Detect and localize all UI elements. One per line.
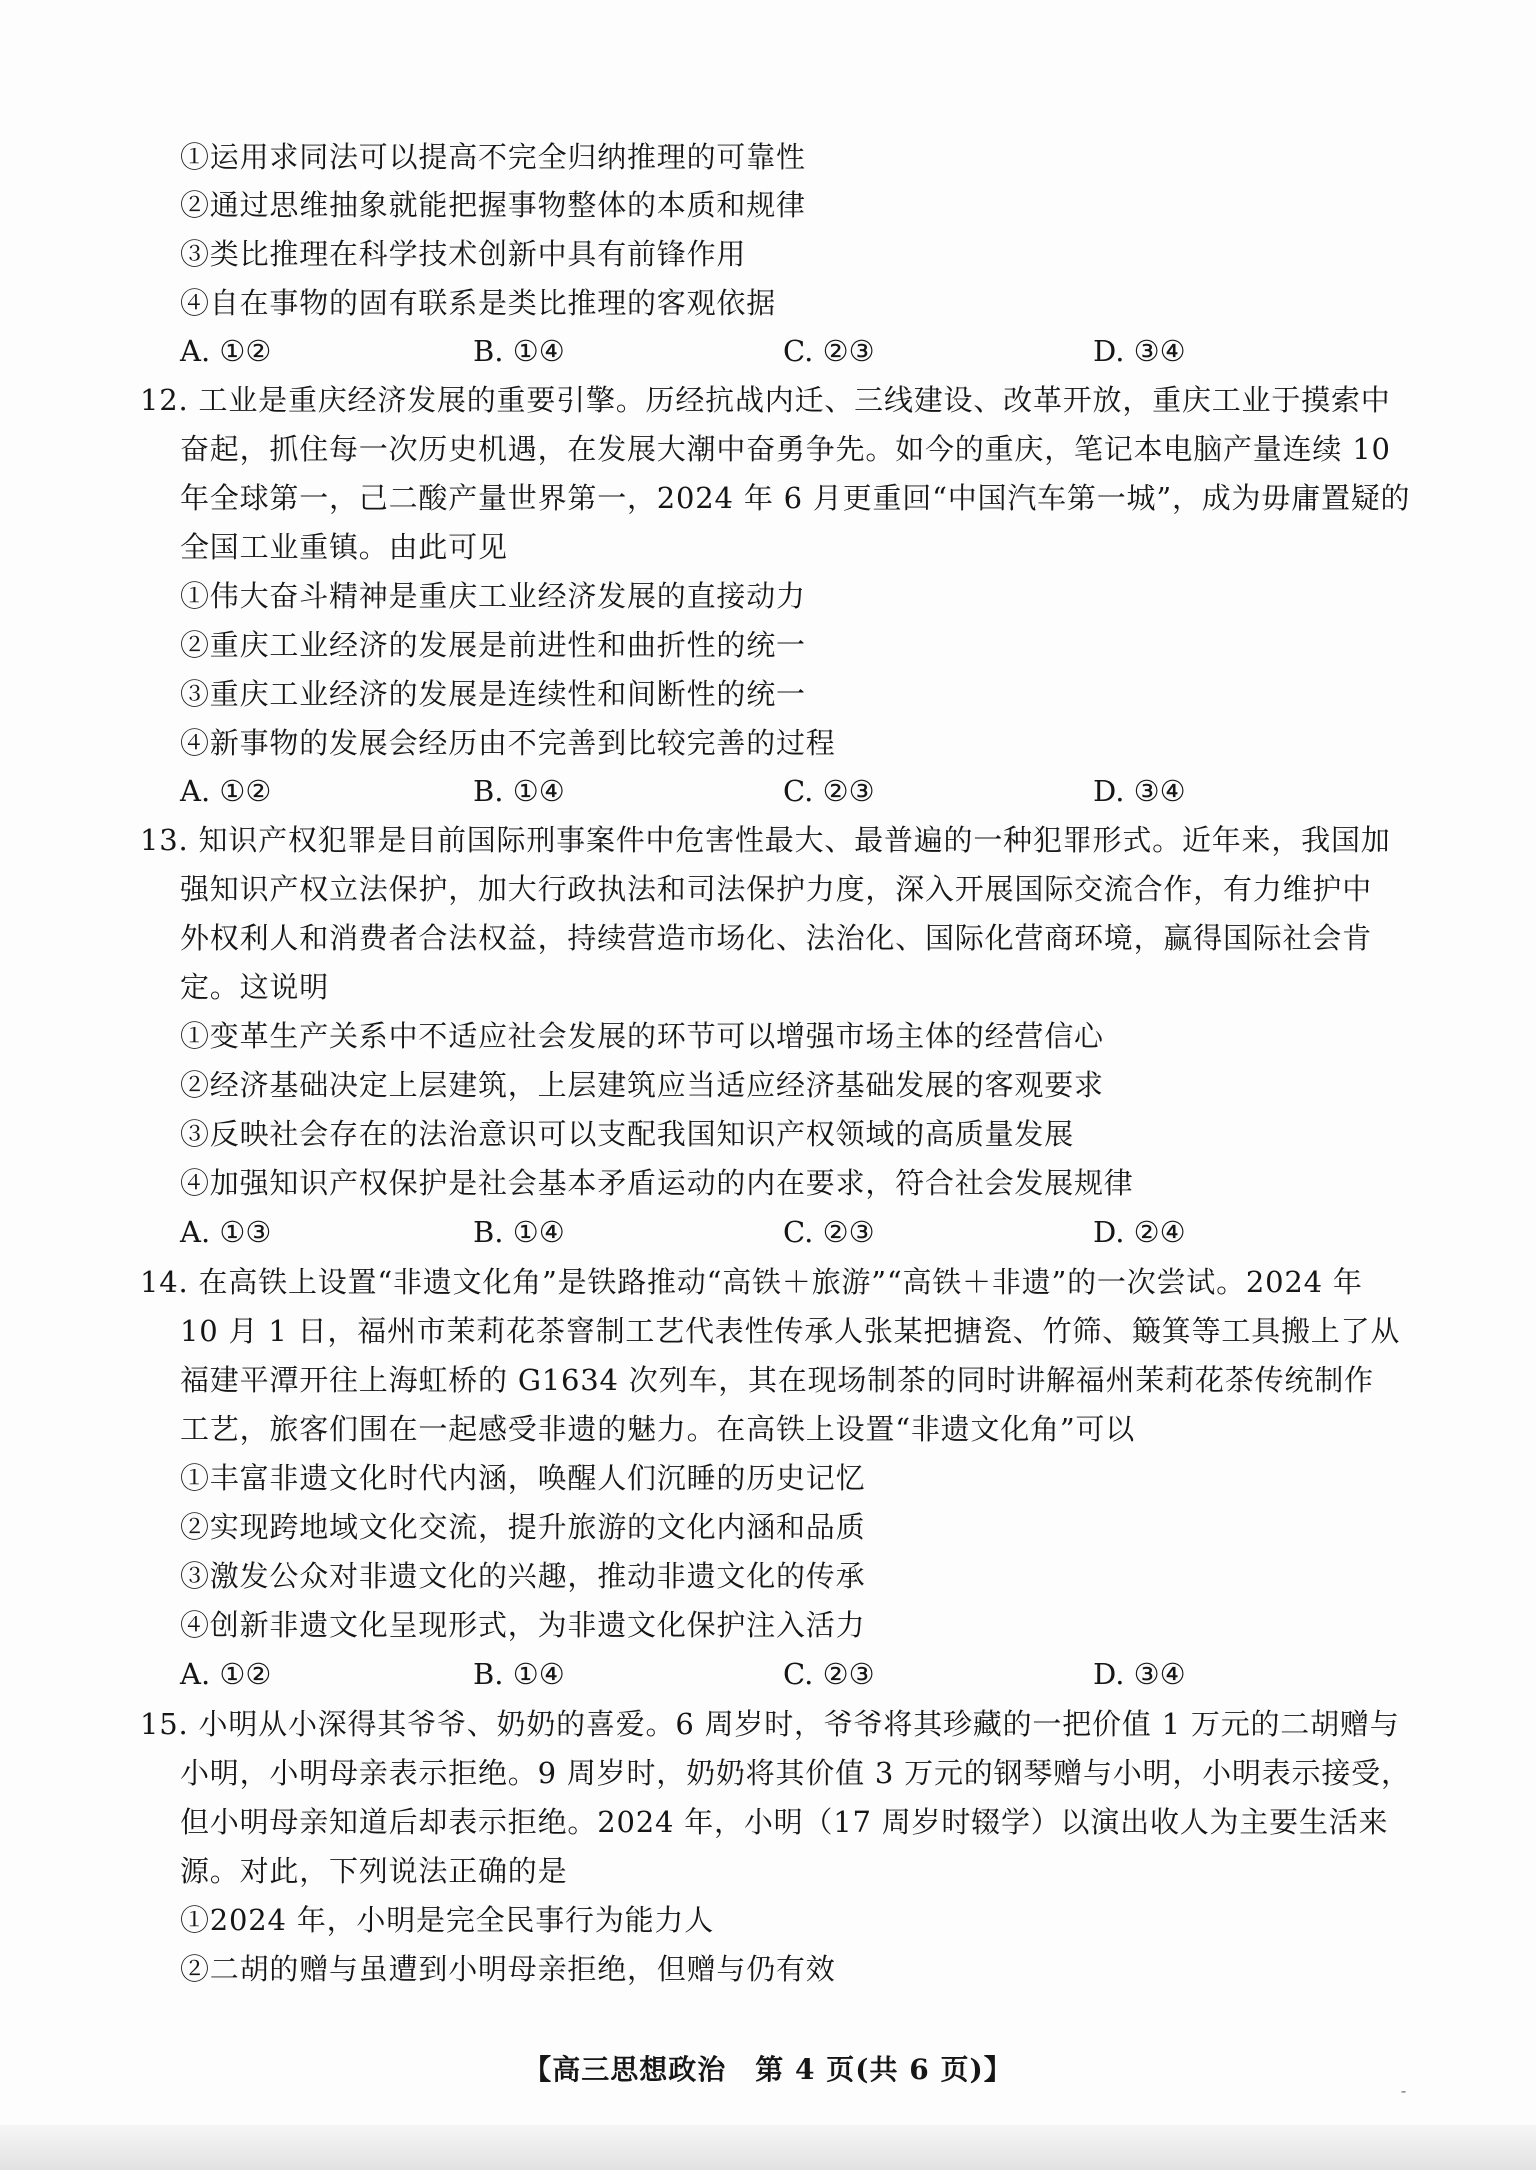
q12-stem-line-1: 12. 工业是重庆经济发展的重要引擎。历经抗战内迁、三线建设、改革开放，重庆工业于摸索中 (140, 383, 1391, 417)
q12-statement-4: ④新事物的发展会经历由不完善到比较完善的过程 (180, 726, 836, 760)
q14-statement-4: ④创新非遗文化呈现形式，为非遗文化保护注入活力 (180, 1608, 866, 1642)
q14-option-c: C. ②③ (783, 1657, 875, 1691)
q11-statement-2: ②通过思维抽象就能把握事物整体的本质和规律 (180, 188, 806, 222)
q13-option-a: A. ①③ (180, 1215, 272, 1249)
q13-stem-line-2: 强知识产权立法保护，加大行政执法和司法保护力度，深入开展国际交流合作，有力维护中 (180, 872, 1373, 906)
q12-statement-2: ②重庆工业经济的发展是前进性和曲折性的统一 (180, 628, 806, 662)
q11-option-a: A. ①② (180, 334, 272, 368)
q13-statement-4: ④加强知识产权保护是社会基本矛盾运动的内在要求，符合社会发展规律 (180, 1166, 1134, 1200)
q12-stem-line-2: 奋起，抓住每一次历史机遇，在发展大潮中奋勇争先。如今的重庆，笔记本电脑产量连续 10 (180, 432, 1391, 466)
q12-stem-line-4: 全国工业重镇。由此可见 (180, 530, 508, 564)
q12-option-c: C. ②③ (783, 774, 875, 808)
q14-option-d: D. ③④ (1093, 1657, 1186, 1691)
q12-stem-line-3: 年全球第一，己二酸产量世界第一，2024 年 6 月更重回“中国汽车第一城”，成为毋庸置疑的 (180, 481, 1411, 515)
q11-options (180, 331, 1280, 371)
q13-statement-2: ②经济基础决定上层建筑，上层建筑应当适应经济基础发展的客观要求 (180, 1068, 1104, 1102)
q12-statement-1: ①伟大奋斗精神是重庆工业经济发展的直接动力 (180, 579, 806, 613)
q12-option-b: B. ①④ (473, 774, 565, 808)
q15-statement-1: ①2024 年，小明是完全民事行为能力人 (180, 1903, 715, 1937)
q14-option-b: B. ①④ (473, 1657, 565, 1691)
q11-statement-3: ③类比推理在科学技术创新中具有前锋作用 (180, 237, 747, 271)
scan-bottom-shadow (0, 2125, 1536, 2170)
q11-statement-1: ①运用求同法可以提高不完全归纳推理的可靠性 (180, 140, 806, 174)
q14-options (180, 1654, 1280, 1694)
q13-option-c: C. ②③ (783, 1215, 875, 1249)
q13-stem-line-1: 13. 知识产权犯罪是目前国际刑事案件中危害性最大、最普遍的一种犯罪形式。近年来，我国加 (140, 823, 1391, 857)
q11-option-b: B. ①④ (473, 334, 565, 368)
q13-statement-3: ③反映社会存在的法治意识可以支配我国知识产权领域的高质量发展 (180, 1117, 1075, 1151)
q14-statement-2: ②实现跨地域文化交流，提升旅游的文化内涵和品质 (180, 1510, 866, 1544)
q13-stem-line-4: 定。这说明 (180, 970, 330, 1004)
q15-stem-line-3: 但小明母亲知道后却表示拒绝。2024 年，小明（17 周岁时辍学）以演出收人为主要生活来 (180, 1805, 1389, 1839)
scan-speck: ⁃ (1400, 2085, 1407, 2101)
q12-option-a: A. ①② (180, 774, 272, 808)
q11-option-c: C. ②③ (783, 334, 875, 368)
q15-stem-line-1: 15. 小明从小深得其爷爷、奶奶的喜爱。6 周岁时，爷爷将其珍藏的一把价值 1 万元的二胡赠与 (140, 1707, 1400, 1741)
q13-option-d: D. ②④ (1093, 1215, 1186, 1249)
q13-options (180, 1212, 1280, 1252)
q13-statement-1: ①变革生产关系中不适应社会发展的环节可以增强市场主体的经营信心 (180, 1019, 1104, 1053)
q15-statement-2: ②二胡的赠与虽遭到小明母亲拒绝，但赠与仍有效 (180, 1952, 836, 1986)
q12-option-d: D. ③④ (1093, 774, 1186, 808)
q15-stem-line-4: 源。对此，下列说法正确的是 (180, 1854, 568, 1888)
page-footer: 【高三思想政治 第 4 页(共 6 页)】 (523, 2053, 1013, 2086)
q14-statement-3: ③激发公众对非遗文化的兴趣，推动非遗文化的传承 (180, 1559, 866, 1593)
q15-stem-line-2: 小明，小明母亲表示拒绝。9 周岁时，奶奶将其价值 3 万元的钢琴赠与小明，小明表示接受， (180, 1756, 1411, 1790)
q12-statement-3: ③重庆工业经济的发展是连续性和间断性的统一 (180, 677, 806, 711)
q14-stem-line-2: 10 月 1 日，福州市茉莉花茶窨制工艺代表性传承人张某把搪瓷、竹筛、簸箕等工具搬上了从 (180, 1314, 1401, 1348)
q11-statement-4: ④自在事物的固有联系是类比推理的客观依据 (180, 286, 777, 320)
q13-stem-line-3: 外权利人和消费者合法权益，持续营造市场化、法治化、国际化营商环境，赢得国际社会肯 (180, 921, 1373, 955)
q13-option-b: B. ①④ (473, 1215, 565, 1249)
q14-stem-line-4: 工艺，旅客们围在一起感受非遗的魅力。在高铁上设置“非遗文化角”可以 (180, 1412, 1136, 1446)
q14-stem-line-3: 福建平潭开往上海虹桥的 G1634 次列车，其在现场制茶的同时讲解福州茉莉花茶传统制作 (180, 1363, 1374, 1397)
q14-stem-line-1: 14. 在高铁上设置“非遗文化角”是铁路推动“高铁＋旅游”“高铁＋非遗”的一次尝试。2024 年 (140, 1265, 1363, 1299)
q14-statement-1: ①丰富非遗文化时代内涵，唤醒人们沉睡的历史记忆 (180, 1461, 866, 1495)
q12-options (180, 771, 1280, 811)
q11-option-d: D. ③④ (1093, 334, 1186, 368)
q14-option-a: A. ①② (180, 1657, 272, 1691)
